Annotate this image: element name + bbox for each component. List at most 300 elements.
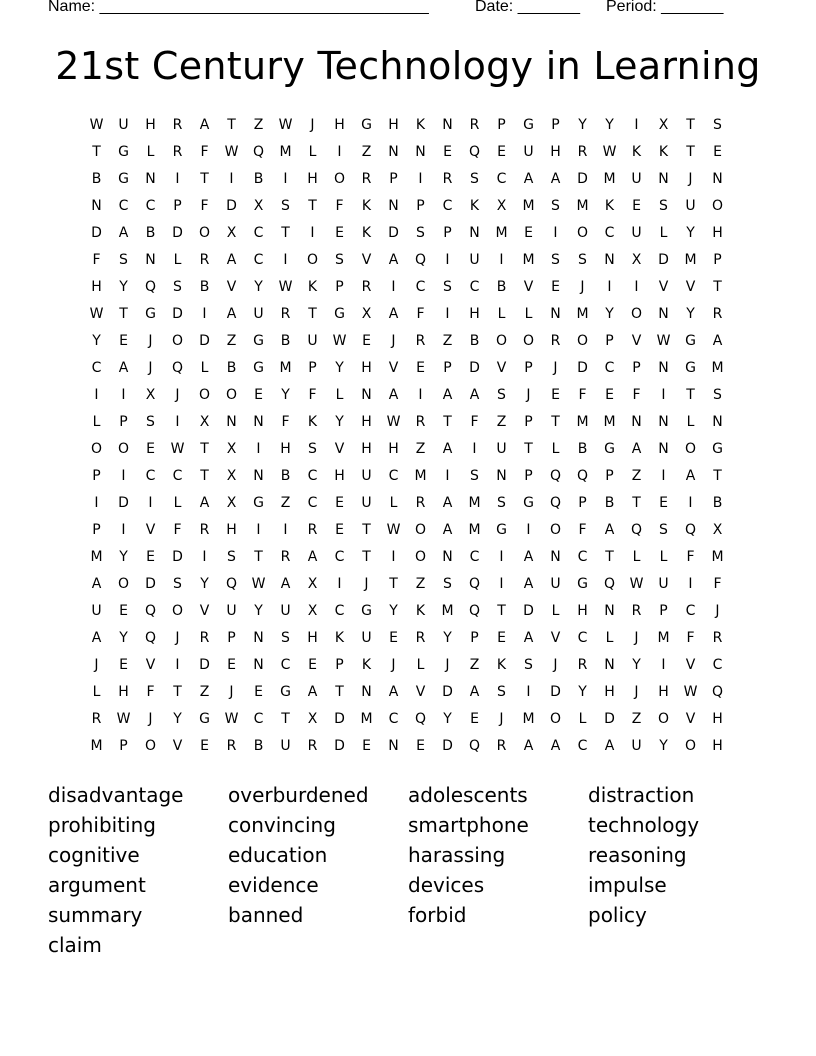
grid-letter: D <box>523 603 534 619</box>
grid-row <box>83 409 731 436</box>
grid-letter: S <box>524 657 533 673</box>
grid-letter: N <box>712 414 723 430</box>
grid-letter: T <box>200 441 209 457</box>
grid-letter: K <box>307 414 318 430</box>
grid-letter: S <box>227 549 236 565</box>
grid-letter: W <box>332 333 347 349</box>
grid-letter: W <box>629 576 644 592</box>
grid-letter: D <box>442 738 453 754</box>
grid-letter: N <box>658 441 669 457</box>
grid-letter: F <box>686 630 695 646</box>
grid-letter: O <box>549 522 562 538</box>
grid-letter: J <box>148 360 153 376</box>
grid-letter: Y <box>281 387 290 403</box>
grid-letter: V <box>145 657 156 673</box>
grid-letter: S <box>659 198 668 214</box>
grid-letter: X <box>226 441 237 457</box>
grid-letter: H <box>577 603 588 619</box>
grid-letter: Z <box>361 144 372 160</box>
grid-letter: I <box>229 171 234 187</box>
grid-letter: F <box>578 522 587 538</box>
grid-letter: C <box>604 225 615 241</box>
grid-letter: N <box>388 144 399 160</box>
grid-letter: T <box>713 468 722 484</box>
grid-letter: V <box>199 603 210 619</box>
grid-letter: R <box>91 711 102 727</box>
grid-letter: T <box>686 117 695 133</box>
grid-letter: A <box>442 522 453 538</box>
grid-letter: R <box>415 630 426 646</box>
grid-letter: U <box>307 333 318 349</box>
grid-letter: N <box>253 468 264 484</box>
grid-letter: C <box>172 468 183 484</box>
grid-row <box>83 733 731 760</box>
grid-letter: X <box>199 414 210 430</box>
grid-letter: W <box>116 711 131 727</box>
grid-letter: I <box>202 306 207 322</box>
grid-letter: Z <box>631 468 642 484</box>
grid-letter: P <box>497 117 506 133</box>
grid-letter: L <box>173 495 182 511</box>
grid-letter: P <box>605 468 614 484</box>
word-bank-item: adolescents <box>408 783 528 807</box>
grid-letter: D <box>550 684 561 700</box>
grid-letter: I <box>499 576 504 592</box>
grid-letter: Z <box>415 576 426 592</box>
grid-letter: K <box>361 225 372 241</box>
grid-letter: P <box>605 333 614 349</box>
word-bank-item: education <box>228 843 328 867</box>
grid-letter: Z <box>631 711 642 727</box>
grid-letter: V <box>685 279 696 295</box>
grid-letter: I <box>688 495 693 511</box>
grid-letter: Q <box>414 711 427 727</box>
grid-letter: U <box>361 495 372 511</box>
grid-letter: I <box>634 117 639 133</box>
grid-letter: T <box>605 549 614 565</box>
grid-letter: P <box>92 468 101 484</box>
grid-row <box>83 679 731 706</box>
grid-letter: W <box>602 144 617 160</box>
grid-letter: Y <box>119 549 128 565</box>
grid-letter: S <box>281 198 290 214</box>
grid-letter: Y <box>389 603 398 619</box>
grid-letter: R <box>496 738 507 754</box>
grid-letter: Q <box>225 576 238 592</box>
grid-letter: G <box>361 117 372 133</box>
grid-letter: A <box>442 387 453 403</box>
grid-letter: J <box>499 711 504 727</box>
grid-letter: S <box>497 387 506 403</box>
grid-letter: C <box>496 171 507 187</box>
grid-letter: C <box>604 360 615 376</box>
grid-letter: K <box>307 279 318 295</box>
grid-letter: C <box>307 495 318 511</box>
grid-letter: R <box>415 414 426 430</box>
grid-letter: N <box>604 252 615 268</box>
grid-letter: Q <box>468 576 481 592</box>
grid-letter: L <box>200 360 209 376</box>
grid-letter: K <box>469 198 480 214</box>
grid-letter: S <box>470 468 479 484</box>
grid-letter: H <box>361 360 372 376</box>
grid-letter: N <box>361 684 372 700</box>
grid-letter: C <box>280 657 291 673</box>
grid-letter: J <box>391 657 396 673</box>
grid-letter: S <box>416 225 425 241</box>
grid-letter: S <box>119 252 128 268</box>
grid-letter: L <box>551 603 560 619</box>
grid-letter: E <box>335 225 344 241</box>
grid-letter: H <box>712 225 723 241</box>
grid-letter: W <box>251 576 266 592</box>
grid-letter: G <box>523 495 534 511</box>
grid-letter: G <box>577 576 588 592</box>
grid-letter: P <box>119 738 128 754</box>
grid-letter: D <box>172 306 183 322</box>
grid-letter: V <box>685 711 696 727</box>
grid-letter: M <box>468 495 481 511</box>
grid-row <box>83 490 731 517</box>
grid-letter: O <box>576 225 589 241</box>
grid-letter: A <box>550 171 561 187</box>
grid-letter: I <box>499 252 504 268</box>
grid-letter: A <box>631 441 642 457</box>
grid-letter: B <box>712 495 723 511</box>
grid-letter: M <box>468 522 481 538</box>
word-bank-item: harassing <box>408 843 506 867</box>
grid-letter: N <box>388 198 399 214</box>
grid-letter: Z <box>442 333 453 349</box>
word-bank-item: argument <box>48 873 146 897</box>
grid-letter: Y <box>605 117 614 133</box>
grid-row <box>83 517 731 544</box>
grid-letter: S <box>578 252 587 268</box>
grid-letter: Z <box>469 657 480 673</box>
grid-letter: I <box>121 468 126 484</box>
grid-letter: W <box>278 117 293 133</box>
grid-letter: R <box>469 117 480 133</box>
grid-letter: M <box>495 225 508 241</box>
grid-letter: N <box>658 171 669 187</box>
grid-letter: E <box>659 495 668 511</box>
grid-letter: A <box>712 333 723 349</box>
grid-letter: X <box>307 603 318 619</box>
grid-letter: G <box>118 171 129 187</box>
grid-letter: R <box>550 333 561 349</box>
grid-letter: D <box>334 711 345 727</box>
grid-letter: C <box>388 468 399 484</box>
grid-letter: J <box>553 360 558 376</box>
grid-letter: F <box>632 387 641 403</box>
word-bank-item: smartphone <box>408 813 529 837</box>
grid-letter: X <box>226 495 237 511</box>
grid-letter: D <box>226 198 237 214</box>
grid-letter: S <box>713 117 722 133</box>
grid-letter: L <box>308 144 317 160</box>
grid-letter: N <box>361 387 372 403</box>
grid-letter: R <box>712 630 723 646</box>
grid-row <box>83 193 731 220</box>
grid-letter: N <box>253 657 264 673</box>
word-bank-item: banned <box>228 903 304 927</box>
grid-letter: C <box>307 468 318 484</box>
grid-letter: N <box>604 603 615 619</box>
grid-letter: S <box>335 252 344 268</box>
grid-letter: Y <box>605 306 614 322</box>
grid-letter: I <box>175 414 180 430</box>
grid-letter: T <box>362 522 371 538</box>
date-field[interactable]: Date: _______ <box>475 0 580 15</box>
grid-letter: K <box>334 630 345 646</box>
grid-letter: U <box>361 468 372 484</box>
grid-letter: Y <box>173 711 182 727</box>
grid-letter: P <box>443 360 452 376</box>
grid-letter: R <box>280 549 291 565</box>
grid-letter: N <box>496 468 507 484</box>
grid-letter: N <box>253 414 264 430</box>
grid-letter: N <box>253 630 264 646</box>
grid-letter: G <box>712 441 723 457</box>
grid-letter: N <box>442 117 453 133</box>
grid-letter: J <box>391 333 396 349</box>
grid-letter: V <box>631 333 642 349</box>
grid-letter: I <box>391 279 396 295</box>
grid-letter: T <box>362 549 371 565</box>
grid-letter: K <box>415 603 426 619</box>
grid-letter: Y <box>119 630 128 646</box>
grid-letter: A <box>91 630 102 646</box>
grid-letter: J <box>715 603 720 619</box>
grid-letter: V <box>145 522 156 538</box>
grid-letter: R <box>307 738 318 754</box>
grid-letter: C <box>469 279 480 295</box>
grid-letter: X <box>658 117 669 133</box>
grid-letter: A <box>523 171 534 187</box>
grid-letter: G <box>253 360 264 376</box>
grid-letter: T <box>632 495 641 511</box>
grid-row <box>83 598 731 625</box>
grid-letter: L <box>578 711 587 727</box>
grid-letter: E <box>497 630 506 646</box>
grid-letter: G <box>523 117 534 133</box>
grid-letter: I <box>202 549 207 565</box>
grid-letter: Q <box>711 684 724 700</box>
grid-letter: D <box>577 171 588 187</box>
word-bank <box>48 780 768 960</box>
grid-letter: D <box>118 495 129 511</box>
grid-letter: O <box>198 387 211 403</box>
grid-letter: B <box>604 495 615 511</box>
grid-letter: F <box>686 549 695 565</box>
grid-letter: T <box>173 684 182 700</box>
grid-letter: U <box>550 576 561 592</box>
name-field[interactable]: Name: _____________________________________ <box>48 0 429 15</box>
grid-letter: T <box>389 576 398 592</box>
grid-letter: O <box>711 198 724 214</box>
grid-letter: N <box>658 306 669 322</box>
grid-letter: E <box>416 738 425 754</box>
grid-letter: H <box>388 117 399 133</box>
grid-letter: I <box>256 522 261 538</box>
grid-row <box>83 220 731 247</box>
grid-letter: T <box>686 387 695 403</box>
grid-letter: U <box>631 225 642 241</box>
grid-letter: H <box>712 738 723 754</box>
grid-letter: A <box>469 387 480 403</box>
grid-letter: I <box>553 225 558 241</box>
grid-letter: K <box>415 117 426 133</box>
grid-letter: B <box>91 171 102 187</box>
grid-letter: G <box>604 441 615 457</box>
grid-letter: E <box>497 144 506 160</box>
grid-letter: L <box>686 414 695 430</box>
grid-letter: J <box>445 657 450 673</box>
grid-letter: E <box>416 360 425 376</box>
grid-row <box>83 436 731 463</box>
grid-letter: R <box>307 522 318 538</box>
grid-letter: M <box>684 252 697 268</box>
grid-letter: N <box>658 360 669 376</box>
grid-letter: M <box>711 360 724 376</box>
grid-letter: A <box>388 387 399 403</box>
grid-letter: M <box>90 549 103 565</box>
grid-letter: O <box>684 738 697 754</box>
grid-letter: I <box>445 468 450 484</box>
grid-letter: M <box>657 630 670 646</box>
grid-letter: H <box>334 468 345 484</box>
grid-letter: A <box>604 522 615 538</box>
grid-letter: G <box>253 495 264 511</box>
word-bank-item: summary <box>48 903 143 927</box>
grid-letter: J <box>310 117 315 133</box>
grid-letter: A <box>280 576 291 592</box>
grid-letter: I <box>337 144 342 160</box>
grid-letter: R <box>172 117 183 133</box>
grid-letter: G <box>199 711 210 727</box>
grid-letter: T <box>686 144 695 160</box>
grid-letter: X <box>631 252 642 268</box>
grid-letter: W <box>170 441 185 457</box>
grid-letter: I <box>526 522 531 538</box>
grid-letter: C <box>469 549 480 565</box>
grid-letter: M <box>522 198 535 214</box>
grid-letter: H <box>712 711 723 727</box>
grid-letter: M <box>414 468 427 484</box>
grid-letter: D <box>604 711 615 727</box>
grid-letter: D <box>577 360 588 376</box>
grid-letter: X <box>361 306 372 322</box>
grid-letter: Z <box>415 441 426 457</box>
grid-letter: H <box>307 171 318 187</box>
grid-letter: G <box>280 684 291 700</box>
grid-letter: X <box>253 198 264 214</box>
grid-letter: Q <box>414 252 427 268</box>
word-bank-item: reasoning <box>588 843 687 867</box>
grid-letter: J <box>148 333 153 349</box>
grid-letter: T <box>200 468 209 484</box>
grid-row <box>83 355 731 382</box>
grid-letter: O <box>171 333 184 349</box>
grid-letter: D <box>388 225 399 241</box>
grid-letter: S <box>173 279 182 295</box>
grid-letter: M <box>711 549 724 565</box>
grid-letter: U <box>91 603 102 619</box>
grid-letter: I <box>283 252 288 268</box>
grid-letter: R <box>631 603 642 619</box>
grid-letter: R <box>361 279 372 295</box>
grid-row <box>83 571 731 598</box>
grid-letter: O <box>225 387 238 403</box>
grid-letter: E <box>551 387 560 403</box>
grid-letter: H <box>361 414 372 430</box>
grid-letter: T <box>524 441 533 457</box>
grid-letter: B <box>226 360 237 376</box>
grid-letter: R <box>199 630 210 646</box>
grid-row <box>83 301 731 328</box>
grid-letter: L <box>335 387 344 403</box>
grid-letter: T <box>713 279 722 295</box>
grid-letter: S <box>551 252 560 268</box>
grid-letter: P <box>335 657 344 673</box>
grid-letter: W <box>386 522 401 538</box>
grid-letter: A <box>523 576 534 592</box>
grid-letter: E <box>470 711 479 727</box>
grid-letter: Z <box>253 117 264 133</box>
grid-letter: S <box>146 414 155 430</box>
grid-letter: N <box>712 171 723 187</box>
grid-letter: N <box>550 306 561 322</box>
grid-letter: L <box>497 306 506 322</box>
grid-letter: C <box>253 225 264 241</box>
grid-letter: E <box>119 603 128 619</box>
grid-letter: I <box>310 225 315 241</box>
grid-letter: I <box>445 252 450 268</box>
grid-letter: Y <box>254 279 263 295</box>
grid-letter: Y <box>335 414 344 430</box>
grid-letter: X <box>496 198 507 214</box>
grid-letter: S <box>551 198 560 214</box>
grid-letter: P <box>713 252 722 268</box>
grid-letter: L <box>632 549 641 565</box>
grid-letter: L <box>173 252 182 268</box>
word-bank-item: impulse <box>588 873 667 897</box>
grid-letter: T <box>227 117 236 133</box>
grid-letter: X <box>145 387 156 403</box>
grid-letter: F <box>308 387 317 403</box>
grid-letter: F <box>416 306 425 322</box>
grid-letter: E <box>335 522 344 538</box>
grid-letter: G <box>253 333 264 349</box>
grid-letter: D <box>172 549 183 565</box>
grid-letter: O <box>171 603 184 619</box>
grid-letter: H <box>550 144 561 160</box>
grid-letter: J <box>94 657 99 673</box>
grid-letter: U <box>685 198 696 214</box>
grid-letter: Z <box>496 414 507 430</box>
grid-letter: X <box>226 468 237 484</box>
grid-letter: B <box>253 738 264 754</box>
period-field[interactable]: Period: _______ <box>606 0 724 15</box>
grid-letter: Y <box>254 603 263 619</box>
grid-letter: R <box>415 495 426 511</box>
grid-letter: R <box>442 171 453 187</box>
grid-letter: W <box>89 117 104 133</box>
grid-letter: I <box>337 576 342 592</box>
grid-letter: V <box>685 657 696 673</box>
grid-letter: A <box>118 360 129 376</box>
grid-letter: G <box>496 522 507 538</box>
